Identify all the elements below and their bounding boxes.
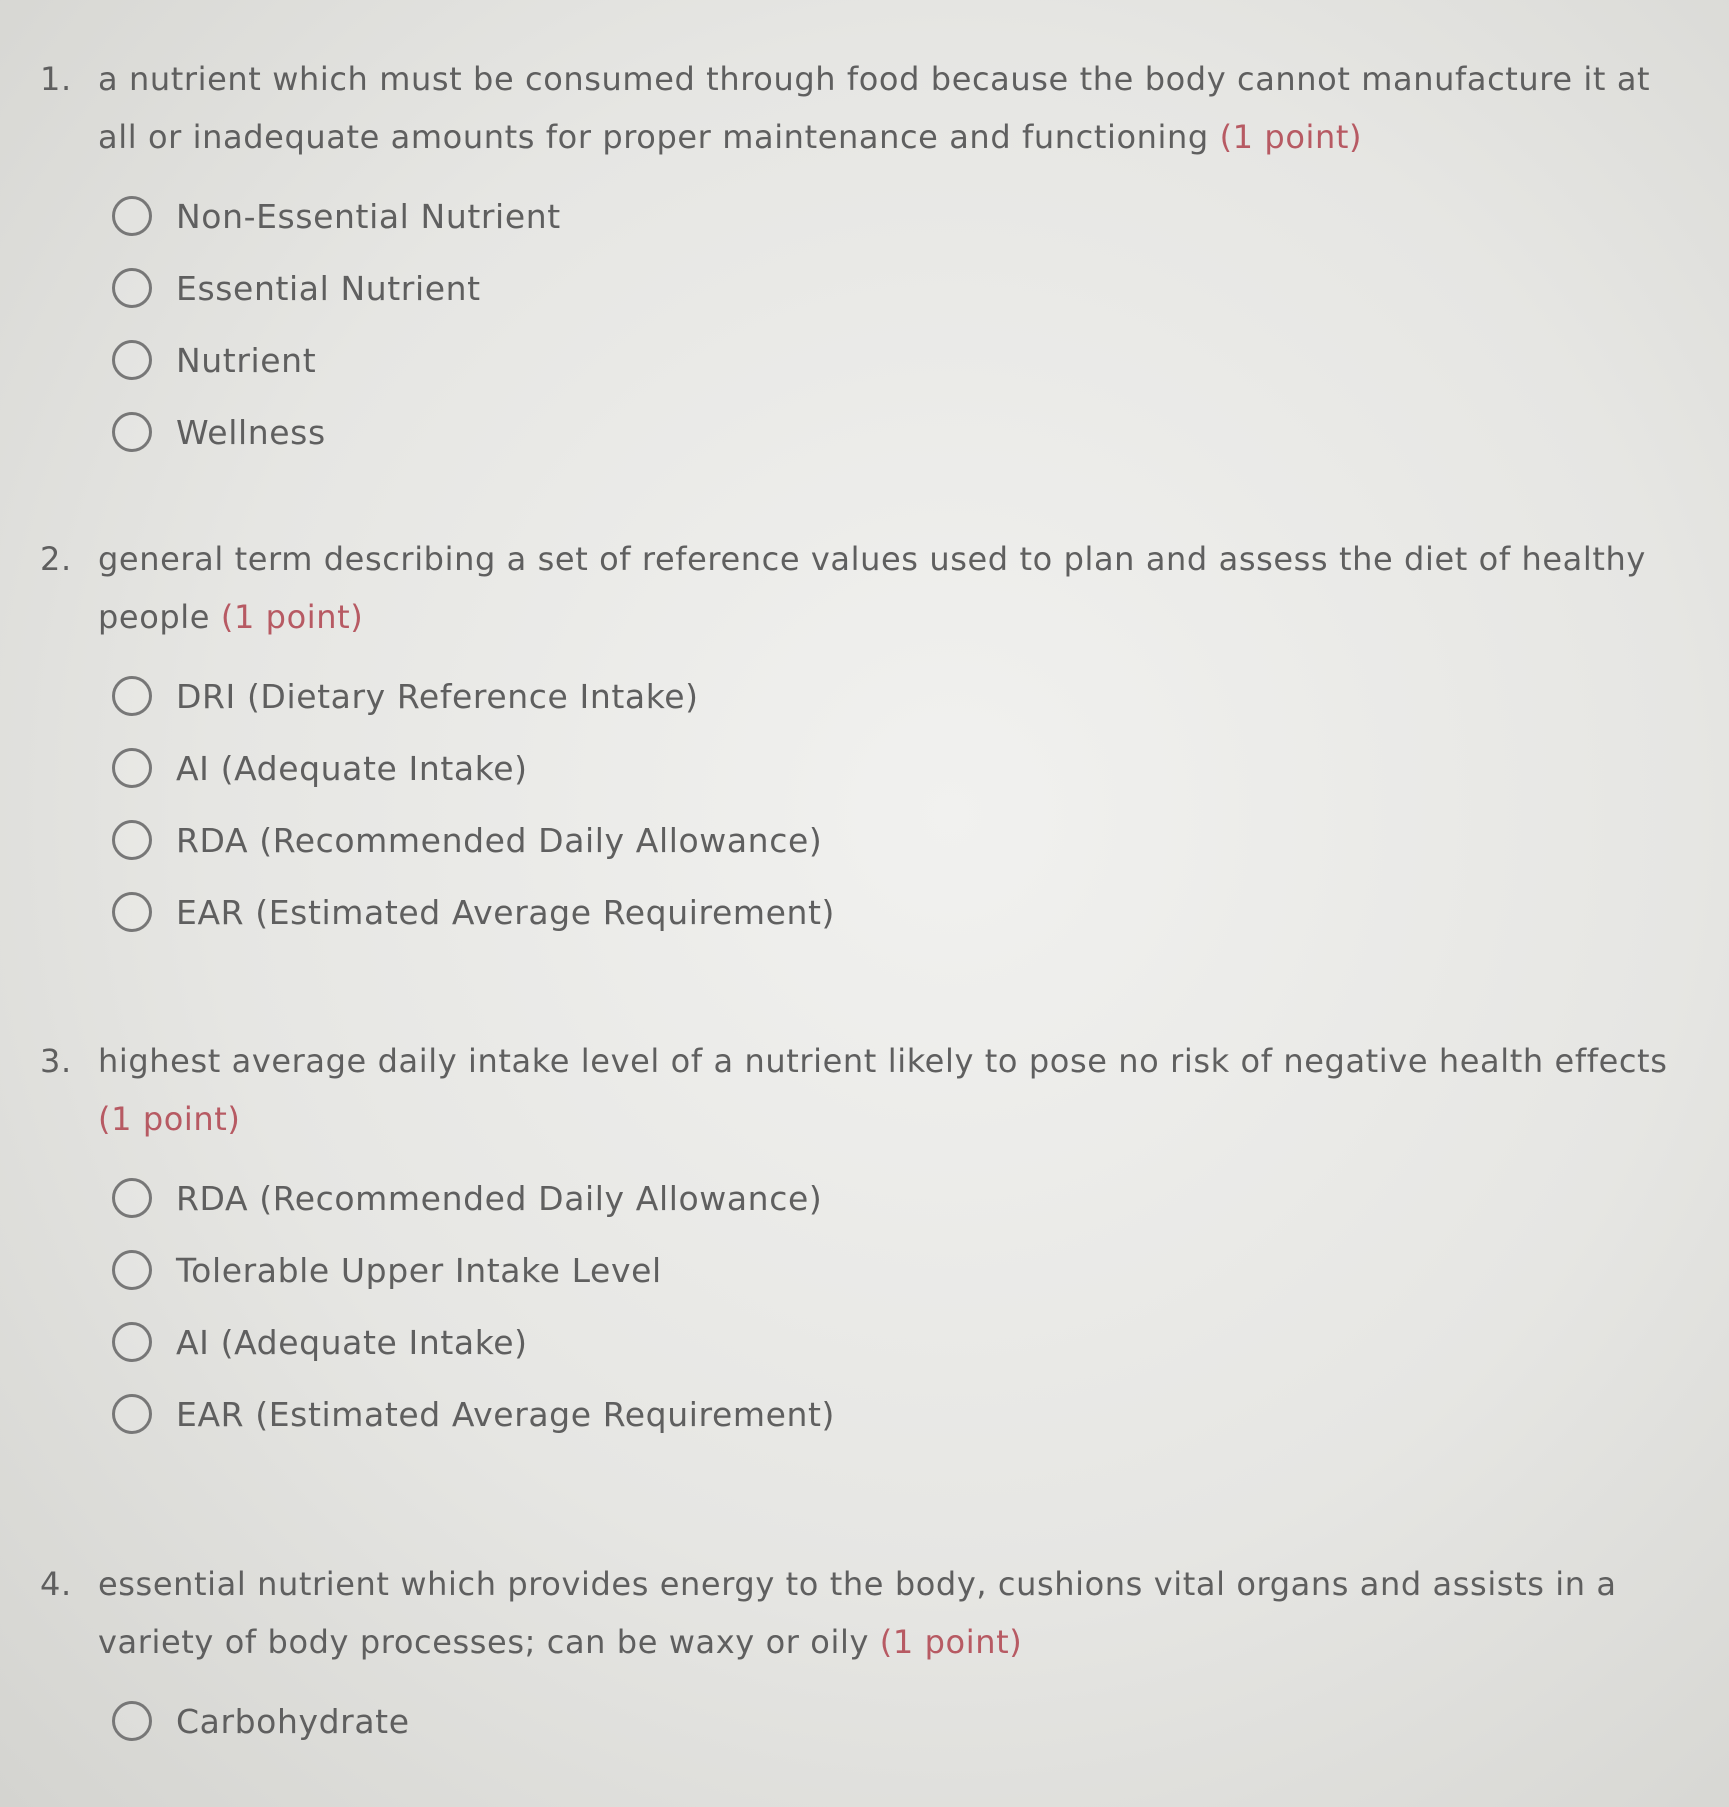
question-3-option-3[interactable]	[112, 1306, 1680, 1378]
radio-unselected-icon[interactable]	[112, 1701, 152, 1741]
question-3-text: highest average daily intake level of a nutrient likely to pose no risk of negative health effects	[98, 1042, 1668, 1080]
radio-unselected-icon[interactable]	[112, 748, 152, 788]
question-1-text-wrapper	[98, 50, 1680, 166]
question-4-options	[112, 1685, 1680, 1757]
question-1-option-1[interactable]	[112, 180, 1680, 252]
question-2-option-2[interactable]	[112, 732, 1680, 804]
question-3-option-2[interactable]	[112, 1234, 1680, 1306]
question-2-option-4-label: EAR (Estimated Average Requirement)	[176, 892, 836, 932]
question-1-option-3[interactable]	[112, 324, 1680, 396]
question-3-option-4-label: EAR (Estimated Average Requirement)	[176, 1394, 836, 1434]
question-3	[40, 1032, 1680, 1450]
radio-unselected-icon[interactable]	[112, 196, 152, 236]
question-4-text-wrapper	[98, 1555, 1680, 1671]
question-4-prompt	[40, 1555, 1680, 1671]
question-3-prompt	[40, 1032, 1680, 1148]
question-1-prompt	[40, 50, 1680, 166]
question-2-option-3-label: RDA (Recommended Daily Allowance)	[176, 820, 823, 860]
question-2-text: general term describing a set of reference values used to plan and assess the diet of healthy people	[98, 540, 1646, 636]
radio-unselected-icon[interactable]	[112, 340, 152, 380]
question-3-options	[112, 1162, 1680, 1450]
question-2-option-2-label: AI (Adequate Intake)	[176, 748, 528, 788]
question-2-number: 2.	[40, 540, 72, 578]
question-1-option-2-label: Essential Nutrient	[176, 268, 481, 308]
radio-unselected-icon[interactable]	[112, 1178, 152, 1218]
radio-unselected-icon[interactable]	[112, 1322, 152, 1362]
radio-unselected-icon[interactable]	[112, 412, 152, 452]
radio-unselected-icon[interactable]	[112, 1394, 152, 1434]
question-2-prompt	[40, 530, 1680, 646]
radio-unselected-icon[interactable]	[112, 892, 152, 932]
question-2-option-4[interactable]	[112, 876, 1680, 948]
question-2-points: (1 point)	[220, 598, 364, 636]
question-3-points: (1 point)	[98, 1100, 241, 1138]
question-3-option-1-label: RDA (Recommended Daily Allowance)	[176, 1178, 823, 1218]
question-4-option-1-label: Carbohydrate	[176, 1701, 410, 1741]
question-4-number: 4.	[40, 1565, 72, 1603]
question-2-option-3[interactable]	[112, 804, 1680, 876]
question-2-text-wrapper	[98, 530, 1680, 646]
question-2-option-1-label: DRI (Dietary Reference Intake)	[176, 676, 699, 716]
question-1-option-4-label: Wellness	[176, 412, 326, 452]
question-1	[40, 50, 1680, 468]
question-4-option-1[interactable]	[112, 1685, 1680, 1757]
radio-unselected-icon[interactable]	[112, 268, 152, 308]
question-1-option-3-label: Nutrient	[176, 340, 317, 380]
question-2	[40, 530, 1680, 948]
question-3-option-2-label: Tolerable Upper Intake Level	[176, 1250, 662, 1290]
question-2-options	[112, 660, 1680, 948]
radio-unselected-icon[interactable]	[112, 676, 152, 716]
question-3-number: 3.	[40, 1042, 72, 1080]
question-4-text: essential nutrient which provides energy to the body, cushions vital organs and assists in a variety of body processes; can be waxy or oily	[98, 1565, 1617, 1661]
question-3-option-3-label: AI (Adequate Intake)	[176, 1322, 528, 1362]
question-4	[40, 1555, 1680, 1757]
question-1-points: (1 point)	[1219, 118, 1363, 156]
question-1-option-2[interactable]	[112, 252, 1680, 324]
question-3-option-1[interactable]	[112, 1162, 1680, 1234]
question-1-option-4[interactable]	[112, 396, 1680, 468]
question-3-option-4[interactable]	[112, 1378, 1680, 1450]
question-1-text: a nutrient which must be consumed through food because the body cannot manufacture it at all or inadequate amounts for proper maintenance and functioning	[98, 60, 1651, 156]
question-2-option-1[interactable]	[112, 660, 1680, 732]
question-4-points: (1 point)	[879, 1623, 1023, 1661]
question-1-option-1-label: Non-Essential Nutrient	[176, 196, 561, 236]
question-3-text-wrapper	[98, 1032, 1680, 1148]
question-1-number: 1.	[40, 60, 72, 98]
radio-unselected-icon[interactable]	[112, 820, 152, 860]
question-1-options	[112, 180, 1680, 468]
radio-unselected-icon[interactable]	[112, 1250, 152, 1290]
